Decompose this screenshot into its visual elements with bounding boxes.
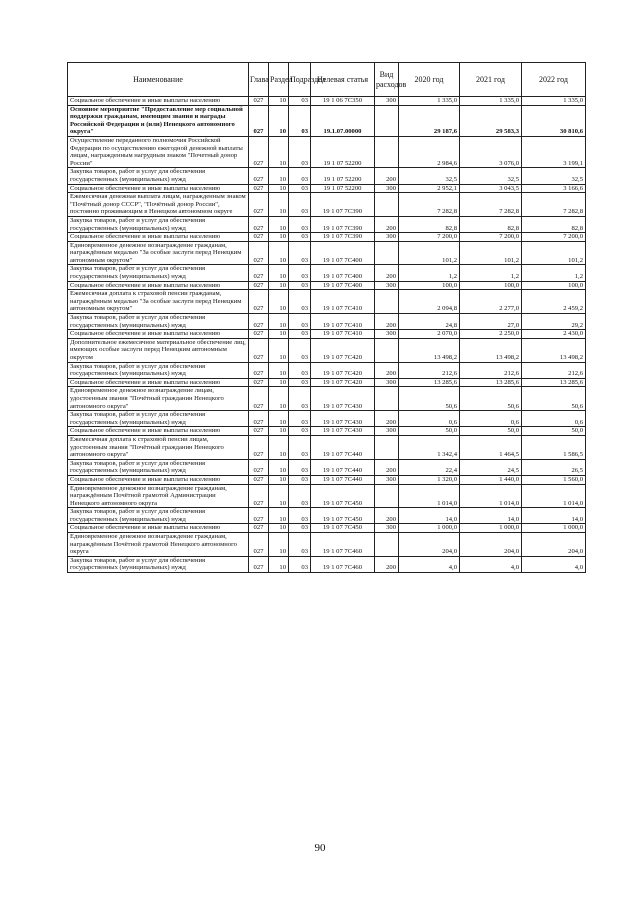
row-razdel: 10 [269, 524, 289, 533]
row-podrazdel: 03 [289, 362, 311, 378]
row-name: Осуществление переданного полномочия Российской Федерации по осуществлению ежегодной денежной выплаты лицам, награжденным нагрудным знаком "Почетный донор России" [68, 136, 249, 167]
header-name: Наименование [68, 63, 249, 97]
table-row [68, 435, 586, 459]
row-amount-2020: 101,2 [399, 241, 460, 265]
row-expense-type: 300 [375, 184, 399, 193]
row-expense-type [375, 290, 399, 314]
row-glava: 027 [249, 459, 269, 475]
row-podrazdel: 03 [289, 184, 311, 193]
row-podrazdel: 03 [289, 281, 311, 290]
row-glava: 027 [249, 281, 269, 290]
page-number: 90 [314, 842, 326, 854]
row-name: Дополнительное ежемесячное материальное обеспечение лиц, имеющих особые заслуги перед Ненецким автономным округом [68, 338, 249, 362]
row-target-article: 19 1 07 7С450 [311, 524, 375, 533]
row-podrazdel: 03 [289, 378, 311, 387]
row-target-article: 19 1 07 7С390 [311, 216, 375, 232]
row-podrazdel: 03 [289, 338, 311, 362]
row-glava: 027 [249, 435, 269, 459]
row-amount-2020: 4,0 [399, 556, 460, 572]
row-target-article: 19 1 07 7С460 [311, 533, 375, 557]
row-amount-2022: 1 000,0 [522, 524, 586, 533]
row-name: Социальное обеспечение и иные выплаты населению [68, 184, 249, 193]
row-glava: 027 [249, 411, 269, 427]
table-row [68, 387, 586, 411]
row-razdel: 10 [269, 216, 289, 232]
row-target-article: 19 1 07 7С410 [311, 330, 375, 339]
row-expense-type: 300 [375, 524, 399, 533]
row-expense-type [375, 484, 399, 508]
row-name: Единовременное денежное вознаграждение гражданам, награждённым медалью "За особые заслуги перед Ненецким автономным округом" [68, 241, 249, 265]
row-amount-2020: 50,6 [399, 387, 460, 411]
row-target-article: 19 1 07 7С410 [311, 290, 375, 314]
row-target-article: 19 1 07 7С460 [311, 556, 375, 572]
row-podrazdel: 03 [289, 427, 311, 436]
row-name: Социальное обеспечение и иные выплаты населению [68, 281, 249, 290]
row-amount-2021: 3 043,5 [460, 184, 522, 193]
table-body [68, 97, 586, 573]
row-amount-2022: 7 282,8 [522, 193, 586, 217]
row-expense-type: 200 [375, 459, 399, 475]
row-name: Ежемесячная доплата к страховой пенсии гражданам, награждённым медалью "За особые заслуги перед Ненецким автономным округом" [68, 290, 249, 314]
row-amount-2022: 2 430,0 [522, 330, 586, 339]
row-amount-2020: 1 000,0 [399, 524, 460, 533]
row-amount-2021: 13 285,6 [460, 378, 522, 387]
table-row [68, 427, 586, 436]
row-expense-type: 200 [375, 362, 399, 378]
row-target-article: 19 1 07 7С440 [311, 459, 375, 475]
row-expense-type [375, 387, 399, 411]
row-amount-2021: 1 335,0 [460, 97, 522, 106]
header-podrazdel: Подраздел [289, 63, 311, 97]
row-amount-2021: 7 282,8 [460, 193, 522, 217]
row-target-article: 19 1 07 7С420 [311, 338, 375, 362]
row-amount-2020: 1,2 [399, 265, 460, 281]
row-name: Ежемесячная денежная выплата лицам, награжденным знаком "Почётный донор СССР", "Почётный донор России", постоянно проживающим в Ненецком автономном округе [68, 193, 249, 217]
row-amount-2022: 3 199,1 [522, 136, 586, 167]
row-target-article: 19 1 07 7С430 [311, 387, 375, 411]
row-razdel: 10 [269, 427, 289, 436]
row-amount-2021: 1 440,0 [460, 475, 522, 484]
row-razdel: 10 [269, 484, 289, 508]
row-amount-2021: 24,5 [460, 459, 522, 475]
row-podrazdel: 03 [289, 241, 311, 265]
row-amount-2021: 101,2 [460, 241, 522, 265]
row-razdel: 10 [269, 97, 289, 106]
table-row [68, 168, 586, 184]
row-target-article: 19 1 07 7С400 [311, 281, 375, 290]
budget-table-page [67, 62, 585, 573]
row-glava: 027 [249, 136, 269, 167]
row-glava: 027 [249, 216, 269, 232]
row-amount-2022: 1,2 [522, 265, 586, 281]
row-target-article: 19 1 07 7С450 [311, 508, 375, 524]
row-razdel: 10 [269, 184, 289, 193]
row-glava: 027 [249, 484, 269, 508]
row-razdel: 10 [269, 281, 289, 290]
row-razdel: 10 [269, 387, 289, 411]
row-glava: 027 [249, 233, 269, 242]
row-expense-type: 200 [375, 508, 399, 524]
table-row [68, 281, 586, 290]
row-amount-2021: 1 464,5 [460, 435, 522, 459]
header-target-article: Целевая статья [311, 63, 375, 97]
row-podrazdel: 03 [289, 233, 311, 242]
table-row [68, 97, 586, 106]
row-glava: 027 [249, 97, 269, 106]
row-expense-type [375, 533, 399, 557]
row-amount-2022: 30 810,6 [522, 105, 586, 136]
row-glava: 027 [249, 524, 269, 533]
row-amount-2021: 1 000,0 [460, 524, 522, 533]
row-amount-2021: 0,6 [460, 411, 522, 427]
table-row [68, 184, 586, 193]
table-row [68, 193, 586, 217]
row-podrazdel: 03 [289, 136, 311, 167]
header-razdel: Раздел [269, 63, 289, 97]
row-target-article: 19 1 07 7С390 [311, 233, 375, 242]
row-amount-2021: 212,6 [460, 362, 522, 378]
row-amount-2020: 1 342,4 [399, 435, 460, 459]
row-razdel: 10 [269, 475, 289, 484]
row-razdel: 10 [269, 265, 289, 281]
row-expense-type [375, 193, 399, 217]
row-amount-2020: 50,0 [399, 427, 460, 436]
row-target-article: 19 1 07 7С450 [311, 484, 375, 508]
row-amount-2022: 13 498,2 [522, 338, 586, 362]
row-name: Социальное обеспечение и иные выплаты населению [68, 427, 249, 436]
table-row [68, 136, 586, 167]
row-name: Социальное обеспечение и иные выплаты населению [68, 233, 249, 242]
row-amount-2020: 204,0 [399, 533, 460, 557]
row-razdel: 10 [269, 459, 289, 475]
row-amount-2022: 0,6 [522, 411, 586, 427]
row-razdel: 10 [269, 411, 289, 427]
row-amount-2022: 2 459,2 [522, 290, 586, 314]
row-amount-2021: 204,0 [460, 533, 522, 557]
row-razdel: 10 [269, 330, 289, 339]
row-glava: 027 [249, 290, 269, 314]
row-podrazdel: 03 [289, 524, 311, 533]
row-podrazdel: 03 [289, 475, 311, 484]
row-podrazdel: 03 [289, 265, 311, 281]
row-amount-2021: 1 014,0 [460, 484, 522, 508]
row-expense-type: 200 [375, 265, 399, 281]
table-row [68, 362, 586, 378]
row-amount-2020: 100,0 [399, 281, 460, 290]
row-amount-2022: 14,0 [522, 508, 586, 524]
row-amount-2020: 0,6 [399, 411, 460, 427]
row-podrazdel: 03 [289, 459, 311, 475]
row-podrazdel: 03 [289, 193, 311, 217]
row-amount-2021: 2 277,0 [460, 290, 522, 314]
row-amount-2021: 4,0 [460, 556, 522, 572]
row-expense-type [375, 338, 399, 362]
row-target-article: 19 1 07 7С420 [311, 378, 375, 387]
row-glava: 027 [249, 378, 269, 387]
row-amount-2021: 50,6 [460, 387, 522, 411]
table-row [68, 378, 586, 387]
row-glava: 027 [249, 533, 269, 557]
row-expense-type: 300 [375, 281, 399, 290]
row-target-article: 19 1 07 7С430 [311, 427, 375, 436]
row-expense-type: 300 [375, 427, 399, 436]
row-amount-2021: 14,0 [460, 508, 522, 524]
row-glava: 027 [249, 105, 269, 136]
row-expense-type: 300 [375, 475, 399, 484]
row-podrazdel: 03 [289, 314, 311, 330]
row-target-article: 19 1 07 7С430 [311, 411, 375, 427]
row-amount-2022: 3 166,6 [522, 184, 586, 193]
row-name: Единовременное денежное вознаграждение гражданам, награждённым Почётной грамотой Ненецкого автономного округа [68, 533, 249, 557]
row-podrazdel: 03 [289, 168, 311, 184]
row-name: Социальное обеспечение и иные выплаты населению [68, 378, 249, 387]
row-name: Закупка товаров, работ и услуг для обеспечения государственных (муниципальных) нужд [68, 168, 249, 184]
row-target-article: 19 1 07 7С410 [311, 314, 375, 330]
table-row [68, 314, 586, 330]
row-amount-2021: 32,5 [460, 168, 522, 184]
row-glava: 027 [249, 265, 269, 281]
table-row [68, 105, 586, 136]
row-target-article: 19.1.07.00000 [311, 105, 375, 136]
row-expense-type: 200 [375, 168, 399, 184]
row-amount-2020: 7 282,8 [399, 193, 460, 217]
row-amount-2022: 50,0 [522, 427, 586, 436]
row-amount-2021: 27,0 [460, 314, 522, 330]
row-amount-2020: 14,0 [399, 508, 460, 524]
row-amount-2021: 100,0 [460, 281, 522, 290]
row-glava: 027 [249, 168, 269, 184]
row-expense-type [375, 105, 399, 136]
row-glava: 027 [249, 362, 269, 378]
header-2020: 2020 год [399, 63, 460, 97]
budget-table [67, 62, 586, 573]
row-name: Закупка товаров, работ и услуг для обеспечения государственных (муниципальных) нужд [68, 411, 249, 427]
row-amount-2022: 7 200,0 [522, 233, 586, 242]
row-razdel: 10 [269, 533, 289, 557]
row-amount-2020: 2 952,1 [399, 184, 460, 193]
row-razdel: 10 [269, 193, 289, 217]
table-row [68, 459, 586, 475]
table-header-row [68, 63, 586, 97]
table-row [68, 216, 586, 232]
row-amount-2020: 22,4 [399, 459, 460, 475]
row-expense-type: 200 [375, 411, 399, 427]
table-row [68, 508, 586, 524]
row-razdel: 10 [269, 241, 289, 265]
row-amount-2022: 26,5 [522, 459, 586, 475]
row-amount-2020: 13 285,6 [399, 378, 460, 387]
row-amount-2021: 50,0 [460, 427, 522, 436]
row-target-article: 19 1 07 52200 [311, 184, 375, 193]
table-row [68, 241, 586, 265]
row-amount-2021: 29 583,3 [460, 105, 522, 136]
row-glava: 027 [249, 314, 269, 330]
row-amount-2022: 29,2 [522, 314, 586, 330]
row-amount-2021: 1,2 [460, 265, 522, 281]
row-expense-type: 200 [375, 216, 399, 232]
row-razdel: 10 [269, 290, 289, 314]
row-target-article: 19 1 07 7С420 [311, 362, 375, 378]
header-expense-type: Вид расходов [375, 63, 399, 97]
table-row [68, 265, 586, 281]
table-row [68, 556, 586, 572]
row-amount-2022: 32,5 [522, 168, 586, 184]
row-amount-2020: 2 070,0 [399, 330, 460, 339]
row-amount-2022: 1 586,5 [522, 435, 586, 459]
table-row [68, 475, 586, 484]
row-amount-2022: 50,6 [522, 387, 586, 411]
row-razdel: 10 [269, 556, 289, 572]
row-podrazdel: 03 [289, 97, 311, 106]
header-2021: 2021 год [460, 63, 522, 97]
row-name: Социальное обеспечение и иные выплаты населению [68, 330, 249, 339]
row-expense-type: 300 [375, 233, 399, 242]
row-amount-2020: 24,8 [399, 314, 460, 330]
row-glava: 027 [249, 556, 269, 572]
row-name: Закупка товаров, работ и услуг для обеспечения государственных (муниципальных) нужд [68, 314, 249, 330]
row-name: Социальное обеспечение и иные выплаты населению [68, 97, 249, 106]
row-glava: 027 [249, 338, 269, 362]
row-amount-2020: 2 984,6 [399, 136, 460, 167]
row-glava: 027 [249, 330, 269, 339]
row-target-article: 19 1 07 7С400 [311, 265, 375, 281]
row-razdel: 10 [269, 508, 289, 524]
row-expense-type: 200 [375, 314, 399, 330]
table-row [68, 533, 586, 557]
row-target-article: 19 1 06 7С350 [311, 97, 375, 106]
row-podrazdel: 03 [289, 290, 311, 314]
row-amount-2021: 13 498,2 [460, 338, 522, 362]
row-name: Социальное обеспечение и иные выплаты населению [68, 524, 249, 533]
row-name: Закупка товаров, работ и услуг для обеспечения государственных (муниципальных) нужд [68, 216, 249, 232]
row-target-article: 19 1 07 52200 [311, 168, 375, 184]
row-glava: 027 [249, 475, 269, 484]
row-name: Единовременное денежное вознаграждение гражданам, награждённым Почётной грамотой Администрации Ненецкого автономного округа [68, 484, 249, 508]
row-name: Закупка товаров, работ и услуг для обеспечения государственных (муниципальных) нужд [68, 459, 249, 475]
row-amount-2022: 82,8 [522, 216, 586, 232]
row-amount-2022: 1 014,0 [522, 484, 586, 508]
row-podrazdel: 03 [289, 105, 311, 136]
row-amount-2022: 1 335,0 [522, 97, 586, 106]
row-amount-2021: 82,8 [460, 216, 522, 232]
row-amount-2022: 1 560,0 [522, 475, 586, 484]
row-name: Социальное обеспечение и иные выплаты населению [68, 475, 249, 484]
row-target-article: 19 1 07 7С440 [311, 435, 375, 459]
row-name: Ежемесячная доплата к страховой пенсии лицам, удостоенным звания "Почётный гражданин Ненецкого автономного округа" [68, 435, 249, 459]
header-glava: Глава [249, 63, 269, 97]
row-name: Основное мероприятие "Предоставление мер социальной поддержки гражданам, имеющим звания и награды Российской Федерации и (или) Ненецкого автономного округа" [68, 105, 249, 136]
row-amount-2020: 82,8 [399, 216, 460, 232]
row-expense-type [375, 136, 399, 167]
row-target-article: 19 1 07 7С400 [311, 241, 375, 265]
row-glava: 027 [249, 387, 269, 411]
row-amount-2020: 7 200,0 [399, 233, 460, 242]
row-amount-2021: 2 250,0 [460, 330, 522, 339]
row-razdel: 10 [269, 314, 289, 330]
header-2022: 2022 год [522, 63, 586, 97]
row-expense-type: 300 [375, 330, 399, 339]
row-expense-type: 300 [375, 378, 399, 387]
row-amount-2020: 2 094,8 [399, 290, 460, 314]
row-target-article: 19 1 07 7С440 [311, 475, 375, 484]
row-razdel: 10 [269, 435, 289, 459]
row-amount-2020: 29 187,6 [399, 105, 460, 136]
row-podrazdel: 03 [289, 216, 311, 232]
row-amount-2022: 13 285,6 [522, 378, 586, 387]
table-row [68, 338, 586, 362]
row-amount-2020: 32,5 [399, 168, 460, 184]
row-glava: 027 [249, 184, 269, 193]
table-row [68, 484, 586, 508]
row-podrazdel: 03 [289, 484, 311, 508]
table-row [68, 411, 586, 427]
row-amount-2022: 100,0 [522, 281, 586, 290]
row-amount-2022: 204,0 [522, 533, 586, 557]
row-amount-2020: 1 320,0 [399, 475, 460, 484]
table-row [68, 233, 586, 242]
table-row [68, 330, 586, 339]
row-amount-2022: 101,2 [522, 241, 586, 265]
row-name: Закупка товаров, работ и услуг для обеспечения государственных (муниципальных) нужд [68, 265, 249, 281]
row-glava: 027 [249, 427, 269, 436]
row-razdel: 10 [269, 168, 289, 184]
row-target-article: 19 1 07 7С390 [311, 193, 375, 217]
row-expense-type: 200 [375, 556, 399, 572]
row-podrazdel: 03 [289, 387, 311, 411]
row-razdel: 10 [269, 136, 289, 167]
table-row [68, 290, 586, 314]
row-name: Единовременное денежное вознаграждение лицам, удостоенным звания "Почётный гражданин Ненецкого автономного округа" [68, 387, 249, 411]
row-razdel: 10 [269, 338, 289, 362]
row-amount-2020: 1 014,0 [399, 484, 460, 508]
row-amount-2021: 7 200,0 [460, 233, 522, 242]
row-podrazdel: 03 [289, 556, 311, 572]
table-row [68, 524, 586, 533]
row-expense-type: 300 [375, 97, 399, 106]
row-name: Закупка товаров, работ и услуг для обеспечения государственных (муниципальных) нужд [68, 556, 249, 572]
row-target-article: 19 1 07 52200 [311, 136, 375, 167]
row-amount-2022: 4,0 [522, 556, 586, 572]
row-amount-2021: 3 076,0 [460, 136, 522, 167]
row-amount-2022: 212,6 [522, 362, 586, 378]
row-razdel: 10 [269, 362, 289, 378]
row-expense-type [375, 435, 399, 459]
row-podrazdel: 03 [289, 330, 311, 339]
row-amount-2020: 13 498,2 [399, 338, 460, 362]
row-podrazdel: 03 [289, 435, 311, 459]
row-razdel: 10 [269, 233, 289, 242]
row-podrazdel: 03 [289, 411, 311, 427]
row-podrazdel: 03 [289, 508, 311, 524]
row-glava: 027 [249, 241, 269, 265]
row-expense-type [375, 241, 399, 265]
row-name: Закупка товаров, работ и услуг для обеспечения государственных (муниципальных) нужд [68, 508, 249, 524]
row-glava: 027 [249, 508, 269, 524]
row-amount-2020: 1 335,0 [399, 97, 460, 106]
row-glava: 027 [249, 193, 269, 217]
row-razdel: 10 [269, 105, 289, 136]
row-podrazdel: 03 [289, 533, 311, 557]
row-amount-2020: 212,6 [399, 362, 460, 378]
row-name: Закупка товаров, работ и услуг для обеспечения государственных (муниципальных) нужд [68, 362, 249, 378]
row-razdel: 10 [269, 378, 289, 387]
